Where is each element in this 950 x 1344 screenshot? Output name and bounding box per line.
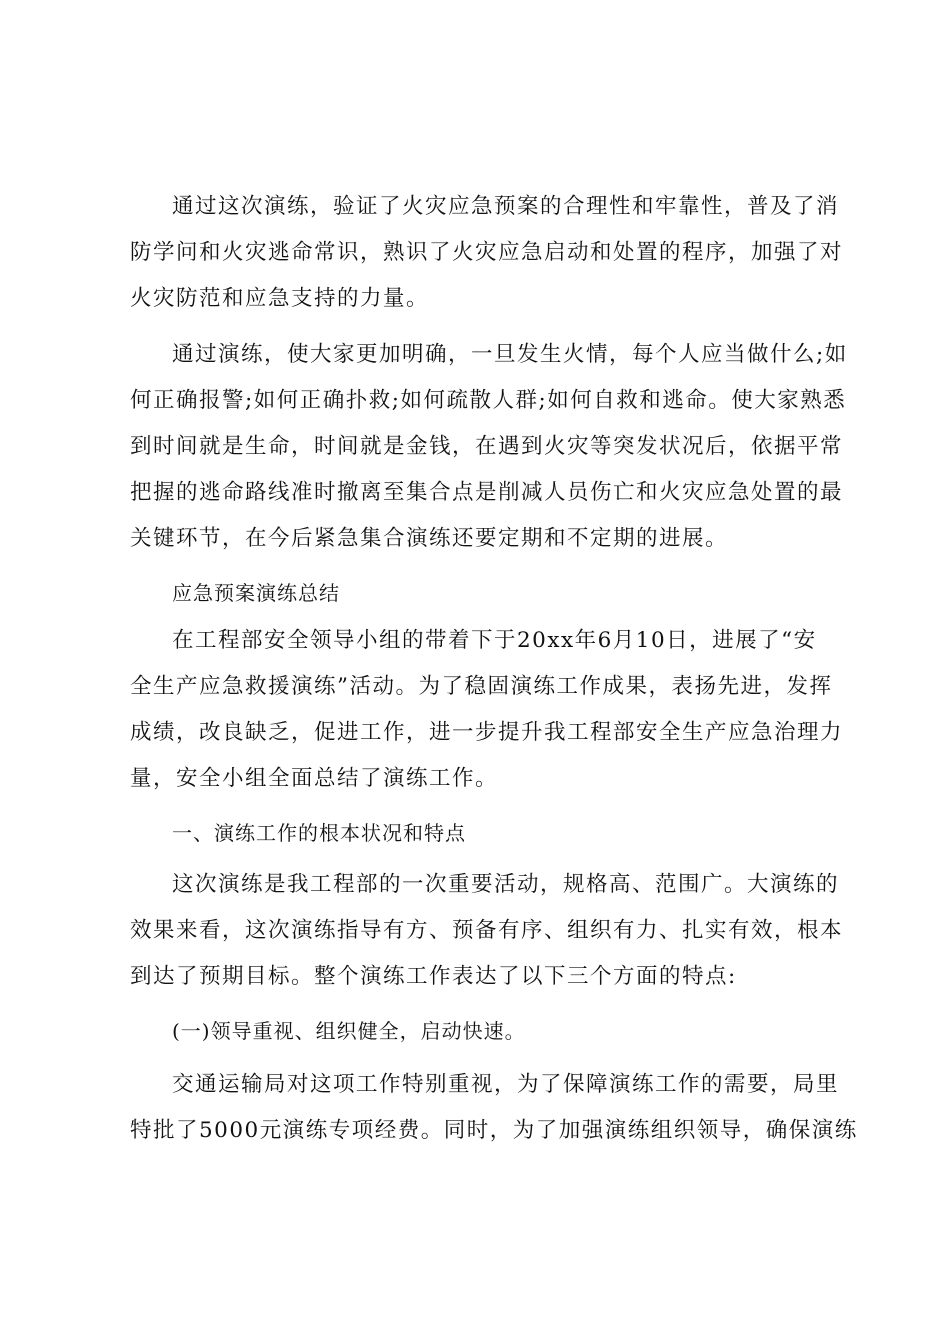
paragraph-line-11: 成绩，改良缺乏，促进工作，进一步提升我工程部安全生产应急治理力 [130, 720, 844, 745]
subheading-2: (一)领导重视、组织健全，启动快速。 [172, 1019, 526, 1043]
paragraph-line-5: 何正确报警;如何正确扑救;如何疏散人群;如何自救和逃命。使大家熟悉 [130, 388, 847, 413]
paragraph-line-15: 到达了预期目标。整个演练工作表达了以下三个方面的特点: [130, 964, 737, 989]
paragraph-line-10: 全生产应急救援演练”活动。为了稳固演练工作成果，表扬先进，发挥 [130, 674, 833, 699]
paragraph-line-14: 效果来看，这次演练指导有方、预备有序、组织有力、扎实有效，根本 [130, 918, 844, 943]
paragraph-line-3: 火灾防范和应急支持的力量。 [130, 286, 430, 311]
paragraph-line-4: 通过演练，使大家更加明确，一旦发生火情，每个人应当做什么;如 [172, 342, 848, 367]
section-title: 应急预案演练总结 [172, 581, 340, 605]
paragraph-line-16: 交通运输局对这项工作特别重视，为了保障演练工作的需要，局里 [172, 1072, 840, 1097]
paragraph-line-12: 量，安全小组全面总结了演练工作。 [130, 766, 499, 791]
paragraph-line-1: 通过这次演练，验证了火灾应急预案的合理性和牢靠性，普及了消 [172, 194, 840, 219]
paragraph-line-2: 防学问和火灾逃命常识，熟识了火灾应急启动和处置的程序，加强了对 [130, 240, 844, 265]
paragraph-line-6: 到时间就是生命，时间就是金钱，在遇到火灾等突发状况后，依据平常 [130, 434, 844, 459]
paragraph-line-13: 这次演练是我工程部的一次重要活动，规格高、范围广。大演练的 [172, 872, 840, 897]
paragraph-line-8: 关键环节，在今后紧急集合演练还要定期和不定期的进展。 [130, 526, 729, 551]
paragraph-line-7: 把握的逃命路线准时撤离至集合点是削减人员伤亡和火灾应急处置的最 [130, 480, 844, 505]
paragraph-line-17: 特批了5000元演练专项经费。同时，为了加强演练组织领导，确保演练 [130, 1118, 858, 1143]
paragraph-line-9: 在工程部安全领导小组的带着下于20xx年6月10日，进展了“安 [172, 628, 817, 653]
subheading-1: 一、演练工作的根本状况和特点 [172, 821, 466, 845]
